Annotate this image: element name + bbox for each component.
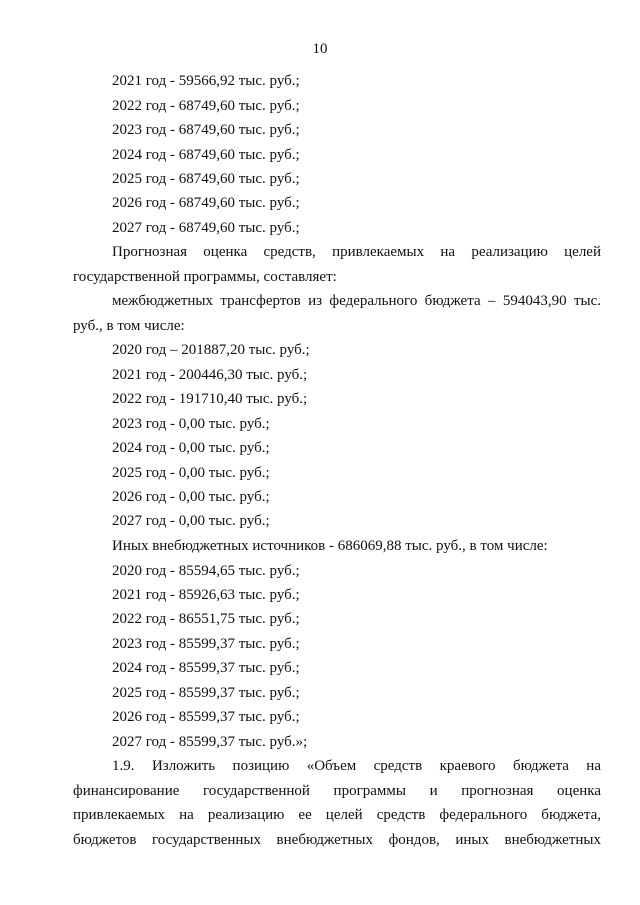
clause-1-9-line (73, 782, 601, 800)
federal-transfer-year-line: 2020 год – 201887,20 тыс. руб.; (112, 342, 310, 358)
federal-transfer-year-line: 2024 год - 0,00 тыс. руб.; (112, 440, 270, 456)
other-sources-year-line: 2020 год - 85594,65 тыс. руб.; (112, 563, 300, 579)
budget-year-line: 2022 год - 68749,60 тыс. руб.; (112, 98, 300, 114)
page-number: 10 (312, 41, 328, 57)
forecast-paragraph-text: Прогнозная оценка средств, привлекаемых на реализацию целей (112, 244, 601, 260)
forecast-paragraph-line (112, 243, 601, 261)
federal-transfers-text: межбюджетных трансфертов из федерального бюджета – 594043,90 тыс. (112, 293, 601, 309)
federal-transfers-line: руб., в том числе: (73, 318, 185, 334)
budget-year-line: 2021 год - 59566,92 тыс. руб.; (112, 73, 300, 89)
federal-transfer-year-line: 2026 год - 0,00 тыс. руб.; (112, 489, 270, 505)
budget-year-line: 2025 год - 68749,60 тыс. руб.; (112, 171, 300, 187)
other-sources-year-line: 2027 год - 85599,37 тыс. руб.»; (112, 734, 308, 750)
clause-1-9-text: финансирование государственной программы и прогнозная оценка (73, 783, 601, 799)
federal-transfer-year-line: 2027 год - 0,00 тыс. руб.; (112, 513, 270, 529)
clause-1-9-text: привлекаемых на реализацию ее целей средств федерального бюджета, (73, 807, 601, 823)
clause-1-9-text: 1.9. Изложить позицию «Объем средств краевого бюджета на (112, 758, 601, 774)
federal-transfer-year-line: 2021 год - 200446,30 тыс. руб.; (112, 367, 308, 383)
federal-transfer-year-line: 2023 год - 0,00 тыс. руб.; (112, 416, 270, 432)
budget-year-line: 2026 год - 68749,60 тыс. руб.; (112, 195, 300, 211)
other-sources-year-line: 2023 год - 85599,37 тыс. руб.; (112, 636, 300, 652)
federal-transfers-line (112, 292, 601, 310)
federal-transfer-year-line: 2025 год - 0,00 тыс. руб.; (112, 465, 270, 481)
other-sources-year-line: 2024 год - 85599,37 тыс. руб.; (112, 660, 300, 676)
other-sources-year-line: 2022 год - 86551,75 тыс. руб.; (112, 611, 300, 627)
other-sources-year-line: 2021 год - 85926,63 тыс. руб.; (112, 587, 300, 603)
clause-1-9-line (112, 757, 601, 775)
forecast-paragraph-line: государственной программы, составляет: (73, 269, 337, 285)
other-sources-year-line: 2026 год - 85599,37 тыс. руб.; (112, 709, 300, 725)
budget-year-line: 2027 год - 68749,60 тыс. руб.; (112, 220, 300, 236)
other-sources-heading: Иных внебюджетных источников - 686069,88 тыс. руб., в том числе: (112, 538, 548, 554)
clause-1-9-text: бюджетов государственных внебюджетных фондов, иных внебюджетных (73, 832, 601, 848)
budget-year-line: 2024 год - 68749,60 тыс. руб.; (112, 147, 300, 163)
federal-transfer-year-line: 2022 год - 191710,40 тыс. руб.; (112, 391, 308, 407)
clause-1-9-line (73, 806, 601, 824)
budget-year-line: 2023 год - 68749,60 тыс. руб.; (112, 122, 300, 138)
other-sources-year-line: 2025 год - 85599,37 тыс. руб.; (112, 685, 300, 701)
clause-1-9-line (73, 831, 601, 849)
